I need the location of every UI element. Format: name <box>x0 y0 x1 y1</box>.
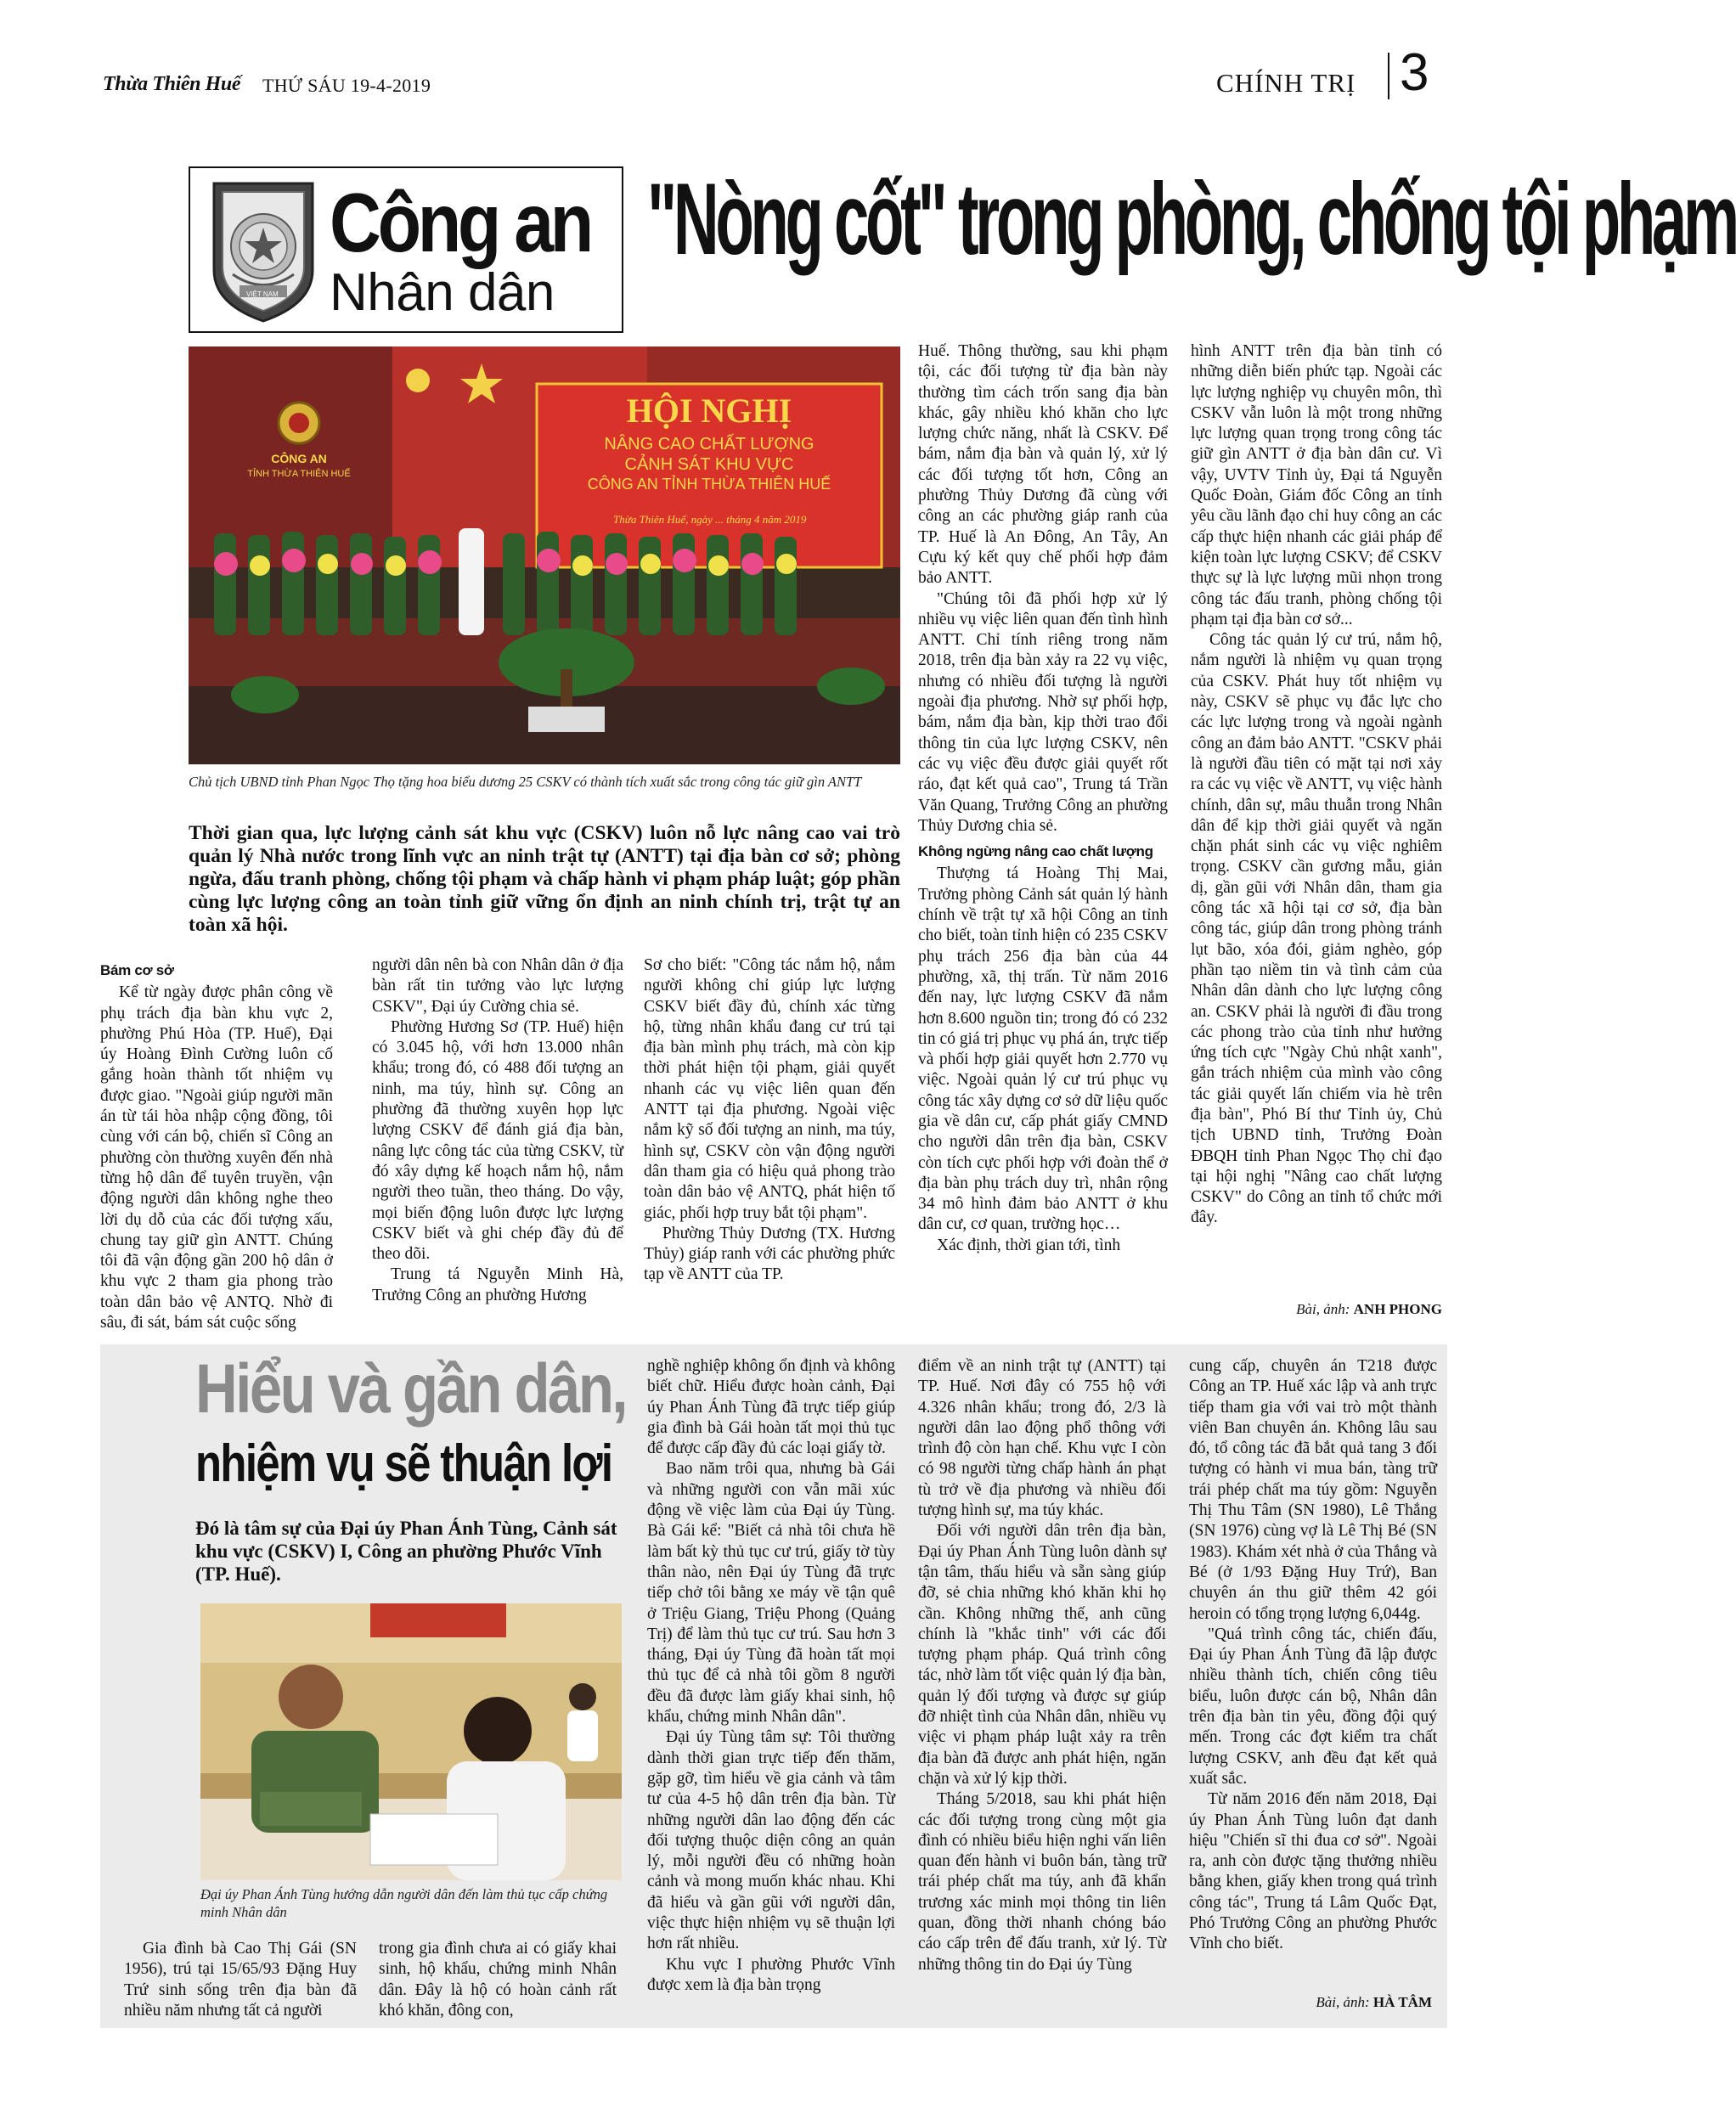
banner-title: HỘI NGHỊ <box>626 392 792 430</box>
paragraph: người dân nên bà con Nhân dân ở địa bàn rất tin tưởng vào lực lượng CSKV", Đại úy Cường chia sẻ. <box>372 956 623 1016</box>
citizen-service-photo <box>200 1603 622 1880</box>
paragraph: Từ năm 2016 đến năm 2018, Đại úy Phan Ánh Tùng luôn đạt danh hiệu "Chiến sĩ thi đua cơ sở". Ngoài ra, anh còn được tặng thưởng nhiều bằng khen, giấy khen trong quá trình công tác", Trung tá Lâm Quốc Đạt, Phó Trưởng Công an phường Phước Vĩnh cho biết. <box>1189 1790 1437 1953</box>
paragraph: Tháng 5/2018, sau khi phát hiện các đối tượng trong cùng một gia đình có nhiều biểu hiện nghi vấn liên quan đến hành vi buôn bán, tàng trữ trái phép chất ma túy, anh đã khẩn trương xác minh mọi thông tin liên quan, đồng thời nhanh chóng báo cáo cấp trên để đấu tranh, xử lý. Từ những thông tin do Đại úy Tùng <box>918 1790 1166 1974</box>
article1-lead: Thời gian qua, lực lượng cảnh sát khu vực (CSKV) luôn nỗ lực nâng cao vai trò quản lý Nhà nước trong lĩnh vực an ninh trật tự (ANTT) tại địa bàn cơ sở; phòng ngừa, đấu tranh phòng, chống tội phạm và chấp hành vi phạm pháp luật; góp phần cùng lực lượng công an toàn tỉnh giữ vững ổn định an ninh chính trị, trật tự an toàn xã hội. <box>189 822 900 936</box>
article1-column-5 <box>1191 341 1442 1229</box>
article1-column-2 <box>372 955 623 1306</box>
badge-line-2: Nhân dân <box>330 263 555 322</box>
paragraph: Khu vực I phường Phước Vĩnh được xem là địa bàn trọng <box>647 1955 895 1994</box>
paragraph: nghề nghiệp không ổn định và không biết chữ. Hiểu được hoàn cảnh, Đại úy Phan Ánh Tùng đã trực tiếp giúp gia đình bà Gái hoàn tất mọi thủ tục để được cấp đầy đủ các loại giấy tờ. <box>647 1357 895 1458</box>
paragraph: Phường Thủy Dương (TX. Hương Thủy) giáp ranh với các phường phức tạp về ANTT của TP. <box>644 1224 895 1284</box>
article1-column-3 <box>644 955 895 1286</box>
paragraph: Đại úy Tùng tâm sự: Tôi thường dành thời gian trực tiếp đến thăm, gặp gỡ, tìm hiểu về gia cảnh và tâm tư của 4-5 hộ dân trên địa bàn. Từ những người dân lao động đến các đối tượng thuộc diện công an quản lý, mỗi người đều có những hoàn cảnh và mong muốn khác nhau. Khi đã hiểu và gần gũi với người dân, việc thực hiện nhiệm vụ sẽ thuận lợi hơn rất nhiều. <box>647 1728 895 1953</box>
section-name: CHÍNH TRỊ <box>1216 68 1356 98</box>
paragraph: "Chúng tôi đã phối hợp xử lý nhiều vụ việc liên quan đến tình hình ANTT. Chỉ tính riêng trong năm 2018, trên địa bàn xảy ra 22 vụ việc, nhưng có nhiều đối tượng là người ngoài địa phương. Nhờ sự phối hợp, bám, nắm địa bàn, kịp thời trao đổi thông tin của lực lượng CSKV, nên các vụ việc đều được giải quyết rốt ráo, đạt kết quả cao", Trung tá Trần Văn Quang, Trưởng Công an phường Thủy Dương chia sẻ. <box>918 589 1168 835</box>
paragraph: Trung tá Nguyễn Minh Hà, Trưởng Công an phường Hương <box>372 1265 623 1304</box>
article2-column-2 <box>379 1939 617 2021</box>
article2-headline-2: nhiệm vụ sẽ thuận lợi <box>195 1434 612 1493</box>
article2-photo <box>200 1603 622 1880</box>
article1-column-1 <box>100 955 333 1333</box>
paragraph: cung cấp, chuyên án T218 được Công an TP. Huế xác lập và anh trực tiếp tham gia với vai trò một thành viên Ban chuyên án. Không lâu sau đó, tổ công tác đã bắt quả tang 3 đối tượng có hành vi mua bán, tàng trữ trái phép chất ma túy gồm: Nguyễn Thị Thu Tâm (SN 1980), Lê Thắng (SN 1976) cùng vợ là Lê Thị Bé (SN 1983). Khám xét nhà ở của Thắng và Bé (ở 1/93 Đặng Huy Trứ), Ban chuyên án thu giữ thêm 42 gói heroin có tổng trọng lượng 6,044g. <box>1189 1357 1437 1623</box>
article2-headline-1: Hiểu và gần dân, <box>195 1350 627 1428</box>
emblem-caption: VIỆT NAM <box>246 290 279 298</box>
paragraph: Công tác quản lý cư trú, nắm hộ, nắm người là nhiệm vụ quan trọng của CSKV. Phát huy tốt nhiệm vụ này, CSKV sẽ phục vụ đắc lực cho các lực lượng trong và ngoài ngành công an đảm bảo ANTT. "CSKV phải là người đầu tiên có mặt tại nơi xảy ra các vụ việc về ANTT, vụ việc hành chính, dân sự, mâu thuẫn trong Nhân dân để kịp thời giải quyết và ngăn chặn phát sinh các vụ việc nghiêm trọng. CSKV cần gương mẫu, giản dị, gần gũi với Nhân dân, tham gia công tác xã hội tại cơ sở, địa bàn công tác, giúp dân trong phòng tránh lụt bão, xóa đói, giảm nghèo, góp phần tạo niềm tin và tình cảm của Nhân dân dành cho lực lượng công an. CSKV phải là người đi đầu trong các phong trào của tỉnh như hưởng ứng tích cực "Ngày Chủ nhật xanh", gắn trách nhiệm của mình vào công tác giải quyết lấn chiếm vỉa hè trên địa bàn", Phó Bí thư Tỉnh ủy, Chủ tịch UBND tỉnh, Trưởng Đoàn ĐBQH tỉnh Phan Ngọc Thọ chỉ đạo tại hội nghị "Nâng cao chất lượng CSKV" do Công an tỉnh tổ chức mới đây. <box>1191 631 1442 1227</box>
article1-subhead-2: Không ngừng nâng cao chất lượng <box>918 843 1153 860</box>
header-divider <box>1388 53 1389 99</box>
paragraph: Sơ cho biết: "Công tác nắm hộ, nắm người không chỉ giúp lực lượng CSKV biết đầy đủ, chính xác từng hộ, từng nhân khẩu đang cư trú tại địa bàn mình phụ trách, mà còn kịp thời phát hiện tội phạm, giải quyết nhanh các vụ việc liên quan đến ANTT tại địa phương. Ngoài việc nắm kỹ số đối tượng an ninh, ma túy, hình sự, CSKV còn vận động người dân tham gia có hiệu quả phong trào toàn dân bảo vệ ANTQ, phát hiện tố giác, phối hợp truy bắt tội phạm". <box>644 956 895 1222</box>
article1-photo <box>189 346 900 764</box>
article1-byline <box>1191 1301 1442 1318</box>
article2-photo-caption: Đại úy Phan Ánh Tùng hướng dẫn người dân đến làm thủ tục cấp chứng minh Nhân dân <box>200 1886 608 1920</box>
paragraph: Huế. Thông thường, sau khi phạm tội, các đối tượng từ địa bàn này thường tìm cách trốn sang địa bàn khác, gây nhiều khó khăn cho lực lượng chức năng, nhất là CSKV. Để bám, nắm địa bàn và quản lý, xử lý các đối tượng tốt hơn, Công an phường Thủy Dương đã cùng với công an các phường giáp ranh của TP. Huế là An Đông, An Tây, An Cựu ký kết quy chế phối hợp đảm bảo ANTT. <box>918 342 1168 588</box>
article2-column-1 <box>124 1939 357 2021</box>
paragraph: Thượng tá Hoàng Thị Mai, Trưởng phòng Cảnh sát quản lý hành chính về trật tự xã hội Công an tỉnh cho biết, toàn tỉnh hiện có 235 CSKV phụ trách 256 địa bàn của 44 phường, xã, thị trấn. Từ năm 2016 đến nay, lực lượng CSKV đã nắm hơn 8.600 nguồn tin; trong đó có 232 tin có giá trị phục vụ phá án, trực tiếp và phối hợp giải quyết hơn 2.770 vụ việc. Ngoài quản lý cư trú phục vụ công tác xây dựng cơ sở dữ liệu quốc gia về dân cư, cấp phát giấy CMND cho người dân trên địa bàn, CSKV còn tích cực phối hợp với đoàn thể ở địa bàn phụ trách duy trì, nhân rộng 34 mô hình đảm bảo ANTT ở khu dân cư, cơ quan, trường học… <box>918 865 1168 1234</box>
paragraph: Đối với người dân trên địa bàn, Đại úy Phan Ánh Tùng luôn dành sự tận tâm, thấu hiểu và sẵn sàng giúp đỡ, sẻ chia những khó khăn khi họ cần. Không những thế, anh cũng chính là "khắc tinh" với các đối tượng phạm pháp. Quá trình công tác, nhờ làm tốt việc quản lý địa bàn, quản lý đối tượng và được sự giúp đỡ nhiệt tình của Nhân dân, nhiều vụ việc vi phạm pháp luật xảy ra trên địa bàn đã được anh phát hiện, ngăn chặn và xử lý kịp thời. <box>918 1522 1166 1788</box>
badge-line-1: Công an <box>330 176 590 269</box>
banner-line-1: NÂNG CAO CHẤT LƯỢNG <box>604 435 814 454</box>
paragraph: Phường Hương Sơ (TP. Huế) hiện có 3.045 hộ, với hơn 13.000 nhân khẩu; trong đó, có 488 đối tượng an ninh, ma túy, hình sự. Công an phường đã thường xuyên họp lực lượng CSKV để đánh giá địa bàn, nâng lực công tác của từng CSKV, từ đó xây dựng kế hoạch nắm hộ, nắm người theo tuần, theo tháng. Do vậy, mọi biến động luôn được lực lượng CSKV biết và ghi chép đầy đủ để theo dõi. <box>372 1017 623 1264</box>
byline-label: Bài, ảnh: <box>1296 1301 1350 1317</box>
byline-author: ANH PHONG <box>1353 1301 1442 1317</box>
paper-name: Thừa Thiên Huế <box>103 73 241 95</box>
article2-column-3 <box>647 1356 895 1996</box>
article2-deck: Đó là tâm sự của Đại úy Phan Ánh Tùng, Cảnh sát khu vực (CSKV) I, Công an phường Phước Vĩnh (TP. Huế). <box>195 1518 617 1585</box>
paragraph: điểm về an ninh trật tự (ANTT) tại TP. Huế. Nơi đây có 755 hộ với 4.326 nhân khẩu; trong đó, 2/3 là người dân lao động phổ thông với trình độ còn hạn chế. Khu vực I còn có 98 người từng chấp hành án phạt tù trở về địa phương và nhiều đối tượng hình sự, ma túy khác. <box>918 1357 1166 1520</box>
banner-line-2: CẢNH SÁT KHU VỰC <box>624 455 794 474</box>
article1-photo-caption: Chủ tịch UBND tỉnh Phan Ngọc Thọ tặng hoa biểu dương 25 CSKV có thành tích xuất sắc trong công tác giữ gìn ANTT <box>189 774 862 790</box>
issue-date: THỨ SÁU 19-4-2019 <box>262 75 431 96</box>
cand-badge <box>189 166 623 333</box>
page-header <box>0 0 1530 110</box>
banner-line-3: CÔNG AN TỈNH THỪA THIÊN HUẾ <box>587 476 831 493</box>
page-number: 3 <box>1400 43 1429 102</box>
paragraph: trong gia đình chưa ai có giấy khai sinh, hộ khẩu, chứng minh Nhân dân. Đây là hộ có hoàn cảnh rất khó khăn, đông con, <box>379 1940 617 2020</box>
article2-byline <box>1189 1994 1432 2011</box>
byline-label: Bài, ảnh: <box>1316 1994 1370 2010</box>
article2-column-4 <box>918 1356 1166 1975</box>
police-emblem-icon <box>207 177 319 326</box>
article2-column-5 <box>1189 1356 1437 1955</box>
paragraph: Kể từ ngày được phân công về phụ trách địa bàn khu vực 2, phường Phú Hòa (TP. Huế), Đại úy Hoàng Đình Cường luôn cố gắng hoàn thành tốt nhiệm vụ được giao. "Ngoài giúp người mãn án từ tái hòa nhập cộng đồng, tôi cùng với cán bộ, chiến sĩ Công an phường còn thường xuyên đến nhà từng hộ dân để tuyên truyền, vận động người dân không nghe theo lời dụ dỗ của các đối tượng xấu, chung tay giữ gìn ANTT. Chúng tôi đã vận động gần 200 hộ dân ở khu vực 2 tham gia phong trào toàn dân bảo vệ ANTQ. Nhờ đi sâu, đi sát, bám sát cuộc sống <box>100 983 333 1332</box>
byline-author: HÀ TÂM <box>1372 1994 1432 2010</box>
paragraph: Bao năm trôi qua, nhưng bà Gái và những người con vẫn mãi xúc động về việc làm của Đại úy Tùng. Bà Gái kể: "Biết cả nhà tôi chưa hề làm bất kỳ thủ tục cư trú, giấy tờ tùy thân nào, nên Đại úy Tùng đã trực tiếp chở tôi bằng xe máy về tận quê ở Triệu Giang, Triệu Phong (Quảng Trị) để làm thủ tục cư trú. Sau hơn 3 tháng, Đại úy Tùng đã hoàn tất mọi thủ tục để cả nhà tôi gồm 8 người đều đã được làm giấy khai sinh, hộ khẩu, chứng minh Nhân dân". <box>647 1460 895 1727</box>
article1-column-4 <box>918 341 1168 1256</box>
wall-label-2: TỈNH THỪA THIÊN HUẾ <box>247 469 351 479</box>
paragraph: hình ANTT trên địa bàn tỉnh có những diễn biến phức tạp. Ngoài các lực lượng nghiệp vụ chuyên môn, thì CSKV vẫn luôn là một trong những lực lượng quan trọng trong công tác giữ gìn ANTT ở địa bàn dân cư. Vì vậy, UVTV Tỉnh ủy, Đại tá Nguyễn Quốc Đoàn, Giám đốc Công an tỉnh yêu cầu lãnh đạo chỉ huy công an các cấp thực hiện nhanh các giải pháp để kiện toàn lực lượng CSKV; để CSKV thực sự là lực lượng mũi nhọn trong công tác đấu tranh, phòng chống tội phạm tại địa bàn cơ sở... <box>1191 342 1442 628</box>
wall-label-1: CÔNG AN <box>271 452 327 465</box>
paragraph: Xác định, thời gian tới, tình <box>937 1236 1121 1254</box>
article1-headline: "Nòng cốt" trong phòng, chống tội phạm <box>647 162 1736 276</box>
banner-date: Thừa Thiên Huế, ngày ... tháng 4 năm 2019 <box>613 513 807 526</box>
paragraph: Gia đình bà Cao Thị Gái (SN 1956), trú tại 15/65/93 Đặng Huy Trứ sinh sống trên địa bàn đã nhiều năm nhưng tất cả người <box>124 1940 357 2020</box>
paragraph: "Quá trình công tác, chiến đấu, Đại úy Phan Ánh Tùng đã lập được nhiều thành tích, chiến công tiêu biểu, luôn được cán bộ, Nhân dân trên địa bàn tin yêu, đồng đội quý mến. Trong các đợt kiểm tra chất lượng CSKV, anh đều đạt kết quả xuất sắc. <box>1189 1625 1437 1788</box>
article1-subhead-1: Bám cơ sở <box>100 962 174 978</box>
